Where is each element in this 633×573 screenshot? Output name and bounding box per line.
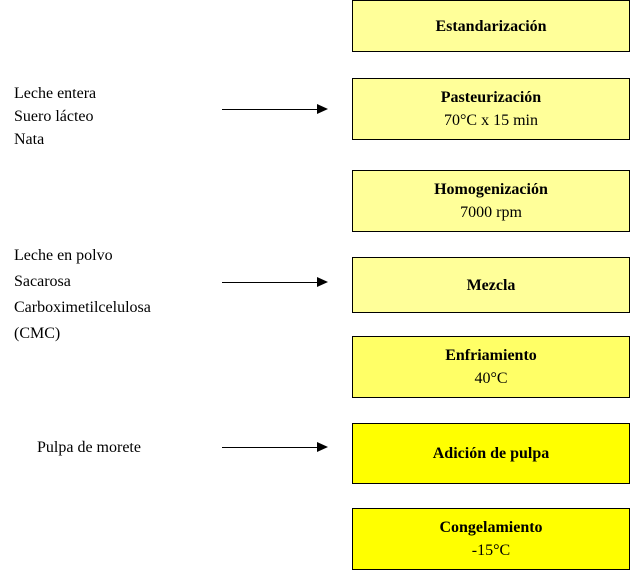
step-title: Adición de pulpa xyxy=(432,445,550,462)
step-enfriamiento xyxy=(352,336,630,398)
step-congelamiento xyxy=(352,508,630,570)
input-item: Leche en polvo xyxy=(14,247,113,264)
input-item: Suero lácteo xyxy=(14,108,94,125)
input-item: Leche entera xyxy=(14,85,97,102)
step-homogenizacion xyxy=(352,170,630,232)
step-detail: -15°C xyxy=(471,542,511,559)
step-title: Homogenización xyxy=(434,181,548,198)
step-pasteurizacion xyxy=(352,78,630,140)
input-item: Carboximetilcelulosa xyxy=(14,299,151,316)
step-title: Enfriamiento xyxy=(445,347,537,364)
step-title: Estandarización xyxy=(435,17,547,35)
arrow-to-mezcla xyxy=(222,282,326,283)
step-estandarizacion xyxy=(352,0,630,52)
arrow-to-pasteurizacion xyxy=(222,109,326,110)
step-detail: 70°C x 15 min xyxy=(444,112,538,129)
input-item: (CMC) xyxy=(14,325,61,342)
step-title: Mezcla xyxy=(466,276,516,294)
input-item: Pulpa de morete xyxy=(37,439,141,456)
input-item: Sacarosa xyxy=(14,273,71,290)
input-item: Nata xyxy=(14,131,45,148)
inputs-adicion-de-pulpa xyxy=(37,436,141,459)
step-adicion-de-pulpa xyxy=(352,423,630,484)
step-title: Congelamiento xyxy=(439,519,543,536)
step-detail: 40°C xyxy=(474,370,508,387)
step-detail: 7000 rpm xyxy=(460,204,522,221)
step-mezcla xyxy=(352,257,630,313)
arrow-to-adicion-de-pulpa xyxy=(222,447,326,448)
inputs-pasteurizacion xyxy=(14,82,96,151)
step-title: Pasteurización xyxy=(440,89,542,106)
inputs-mezcla xyxy=(14,243,151,347)
